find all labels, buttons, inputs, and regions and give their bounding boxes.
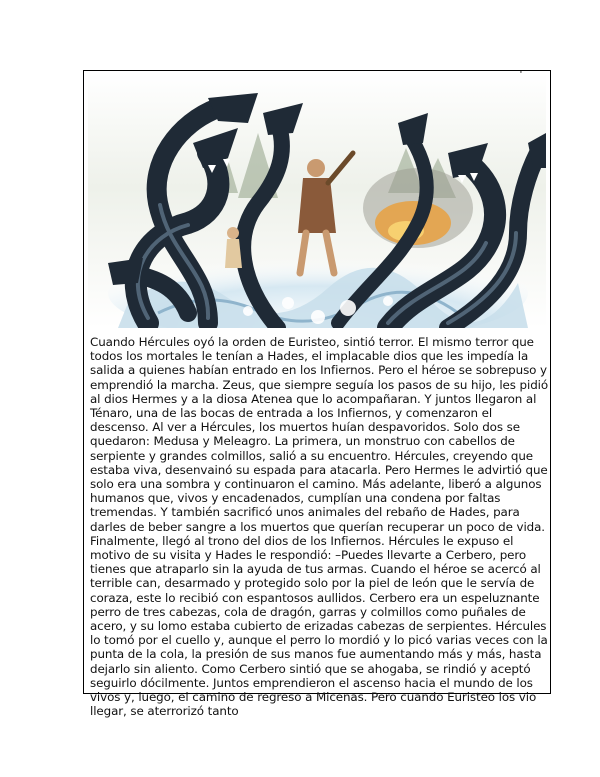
- page-frame: [83, 70, 551, 719]
- hydra-illustration: [88, 73, 546, 328]
- hydra-illustration-art: [88, 73, 546, 328]
- story-paragraph: Cuando Hércules oyó la orden de Euristeo, sintió terror. El mismo terror que todos los mortales le tenían a Hades, el implacable dios que les impedía la salida a quienes habían entrado en los Infiernos. Pero el héroe se sobrepuso y emprendió la marcha. Zeus, que siempre seguía los pasos de su hijo, les pidió al dios Hermes y a la diosa Atenea que lo acompañaran. Y juntos llegaron al Ténaro, una de las bocas de entrada a los Infiernos, y comenzaron el descenso. Al ver a Hércules, los muertos huían despavoridos. Solo dos se quedaron: Medusa y Meleagro. La primera, un monstruo con cabellos de serpiente y grandes colmillos, salió a su encuentro. Hércules, creyendo que estaba viva, desenvainó su espada para atacarla. Pero Hermes le advirtió que solo era una sombra y continuaron el camino. Más adelante, liberó a algunos humanos que, vivos y encadenados, cumplían una condena por faltas tremendas. Y también sacrificó unos animales del rebaño de Hades, para darles de beber sangre a los muertos que querían recuperar un poco de vida. Finalmente, llegó al trono del dios de los Infiernos. Hércules le expuso el motivo de su visita y Hades le respondió: –Puedes llevarte a Cerbero, pero tienes que atraparlo sin la ayuda de tus armas. Cuando el héroe se acercó al terrible can, desarmado y protegido solo por la piel de león que le servía de coraza, este lo recibió con espantosos aullidos. Cerbero era un espeluznante perro de tres cabezas, cola de dragón, garras y colmillos como puñales de acero, y su lomo estaba cubierto de erizadas cabezas de serpientes. Hércules lo tomó por el cuello y, aunque el perro lo mordió y lo picó varias veces con la punta de la cola, la presión de sus manos fue aumentando más y más, hasta dejarlo sin aliento. Como Cerbero sintió que se ahogaba, se rindió y aceptó seguirlo dócilmente. Juntos emprendieron el ascenso hacia el mundo de los vivos y, luego, el camino de regreso a Micenas. Pero cuando Euristeo los vio llegar, se aterrorizó tanto: [90, 335, 549, 719]
